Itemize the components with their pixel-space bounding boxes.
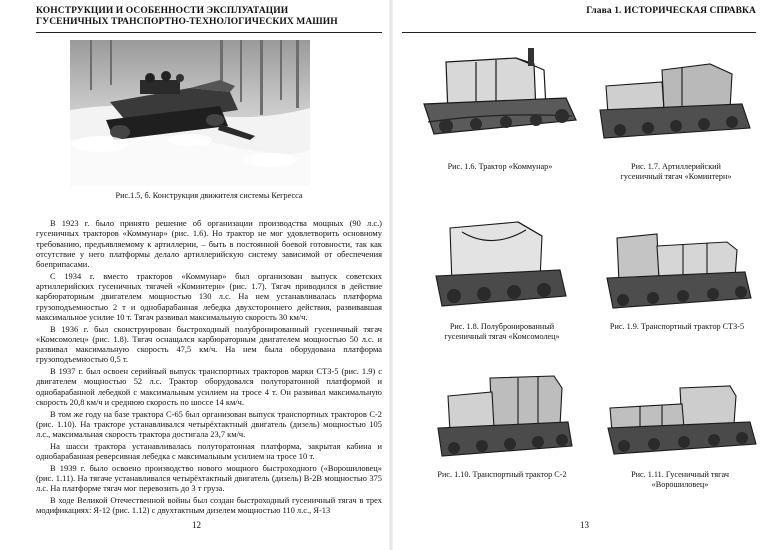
caption-line: «Ворошиловец» — [651, 480, 709, 489]
komsomolets-tractor-drawing — [422, 210, 572, 322]
header-rule — [402, 32, 756, 33]
komintern-tractor-drawing — [592, 52, 760, 152]
paragraph: В ходе Великой Отечественной войны был создан быстроходный гусеничный тягач в трех модификациях: Я-12 (рис. 1.12) с двухтактным дизелем мощностью 110 л.с., Я-13 — [36, 495, 382, 516]
body-text — [36, 218, 382, 516]
caption-line: Рис. 1.11. Гусеничный тягач — [631, 470, 729, 479]
left-page-number: 12 — [192, 520, 201, 530]
figure-1-9-caption — [592, 322, 762, 332]
caption-line: Рис. 1.6. Трактор «Коммунар» — [447, 162, 553, 171]
caption-line: Рис. 1.9. Транспортный трактор СТЗ-5 — [609, 322, 745, 331]
paragraph: В том же году на базе трактора С-65 был организован выпуск транспортных тракторов С-2 (рис. 1.10). На тракторе устанавливался четырёхтактный двигатель (дизель) мощностью 105 л.с., максимальная скорость трактора достигала 23,7 км/ч. — [36, 408, 382, 439]
voroshilovets-tractor-drawing — [600, 378, 760, 464]
figure-1-7-caption — [592, 162, 760, 182]
caption-line: Рис. 1.8. Полубронированный — [449, 322, 555, 331]
paragraph: В 1939 г. было освоено производство нового мощного быстроходного («Ворошиловец» (рис. 1.11). На тягаче устанавливался четырёхтактный двигатель (дизель) В-2В мощностью 375 л.с. На платформе тягач мог перевозить до 3 т груза. — [36, 462, 382, 494]
figure-1-10-caption — [422, 470, 582, 480]
running-head-line1: КОНСТРУКЦИИ И ОСОБЕННОСТИ ЭКСПЛУАТАЦИИ — [36, 6, 289, 16]
running-head-line2: ГУСЕНИЧНЫХ ТРАНСПОРТНО-ТЕХНОЛОГИЧЕСКИХ МАШИН — [36, 17, 338, 27]
figure-1-8-caption — [422, 322, 582, 342]
stz5-tractor-drawing — [597, 216, 757, 320]
paragraph: На шасси трактора устанавливалась полуторатонная платформа, закрытая кабина и однобарабанная реверсивная лебедка с максимальным усилием на тросе 10 т. — [36, 440, 382, 461]
right-running-head: Глава 1. ИСТОРИЧЕСКАЯ СПРАВКА — [586, 6, 756, 16]
kommunar-tractor-drawing — [416, 42, 584, 152]
figure-1-5-caption: Рис.1.5, б. Конструкция движителя системы Кегресса — [115, 191, 303, 200]
figure-1-6-caption — [416, 162, 584, 172]
caption-line: Рис. 1.10. Транспортный трактор С-2 — [437, 470, 567, 479]
s2-tractor-drawing — [428, 368, 576, 468]
left-running-head — [36, 6, 376, 28]
paragraph: В 1923 г. было принято решение об организации производства мощных (90 л.с.) гусеничных тракторов «Коммунар» (рис. 1.6). Но трактор не мог удовлетворить основному требованию, предъявляемому к артиллерии, – быть в постоянной боевой готовности, так как отсутствие у него платформы делало артиллерийскую систему зависимой от обеспечения боеприпасами. — [36, 218, 382, 269]
right-page-number: 13 — [580, 520, 589, 530]
paragraph: С 1934 г. вместо тракторов «Коммунар» был организован выпуск советских артиллерийских гусеничных тягачей «Коминтерн» (рис. 1.7). Тягач приводился в действие карбюраторным двигателем мощностью 130 л.с. На нем устанавливалась платформа грузоподъемностью 2 т и однобарабанная лебедка двухстороннего действия, развивавшая максимальное усилие 10 т. Тягач развивал максимальную скорость 30 км/ч. — [36, 270, 382, 322]
paragraph: В 1936 г. был сконструирован быстроходный полубронированный гусеничный тягач «Комсомолец» (рис. 1.8). Тягач оснащался карбюраторным двигателем мощностью 50 л.с. и развивал максимальную скорость 47,5 км/ч. На нем была оборудована платформа грузоподъемностью 0,5 т. — [36, 323, 382, 365]
caption-line: гусеничный тягач «Комсомолец» — [444, 332, 560, 341]
figure-1-11-caption — [600, 470, 760, 490]
header-rule — [36, 32, 382, 33]
right-page — [392, 0, 780, 550]
paragraph: В 1937 г. был освоен серийный выпуск транспортных тракторов марки СТЗ-5 (рис. 1.9) с двигателем мощностью 52 л.с. Трактор оборудовался полуторатонной платформой и однобарабанной лебедкой с максимальным усилием на тросе 4 т. Он развивал максимальную скорость 20,8 км/ч и среднюю скорость по шоссе 14 км/ч. — [36, 366, 382, 407]
caption-line: гусеничный тягач «Коминтерн» — [620, 172, 732, 181]
caption-line: Рис. 1.7. Артиллерийский — [631, 162, 721, 171]
kegresse-snow-photo — [70, 40, 310, 186]
